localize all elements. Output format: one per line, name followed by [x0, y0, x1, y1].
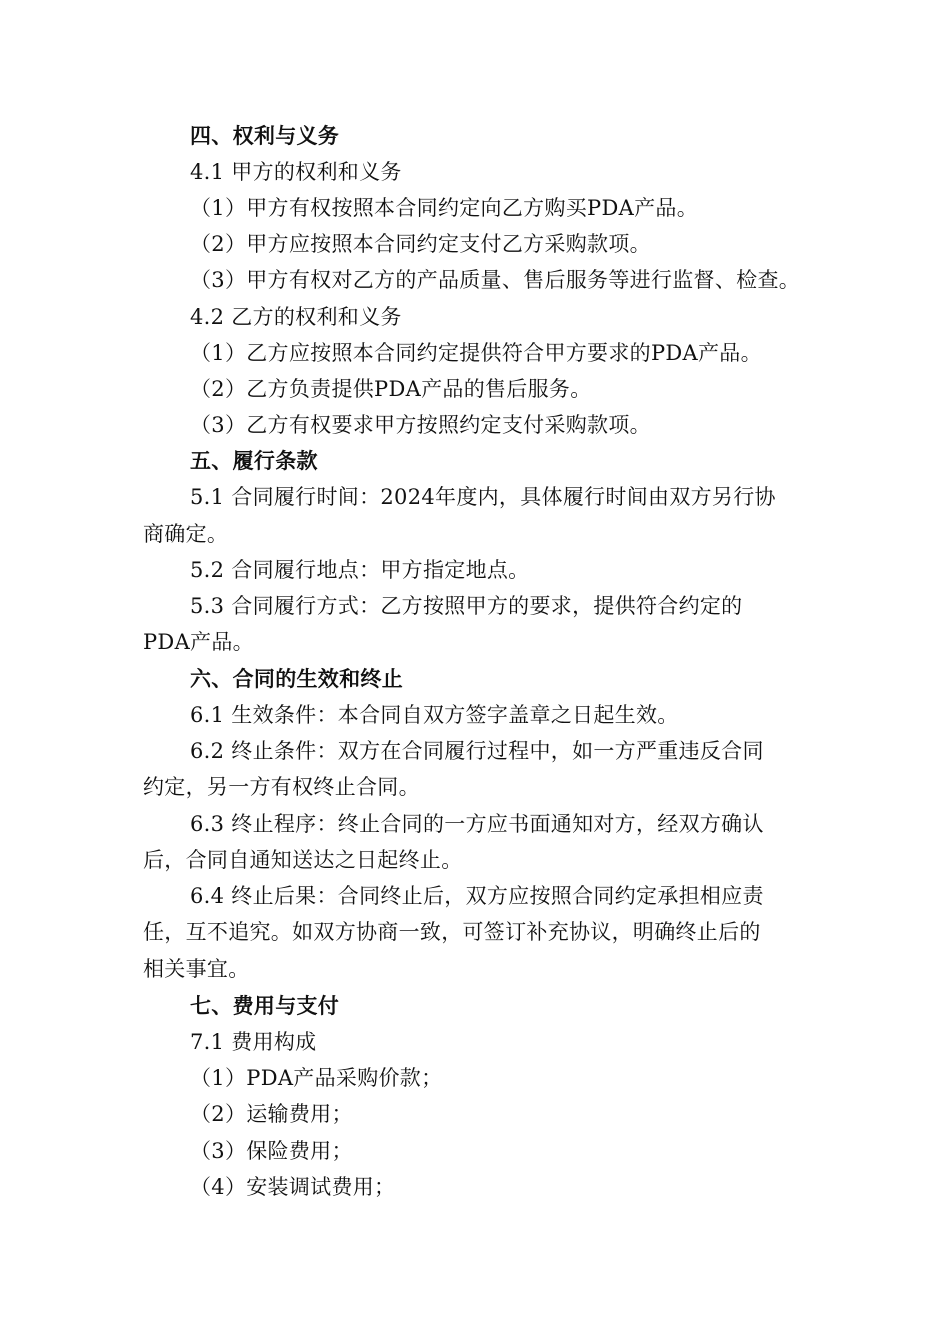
clause-6-4-cont: 相关事宜。: [143, 957, 250, 981]
clause-5-1: 5.1 合同履行时间：2024年度内，具体履行时间由双方另行协: [190, 485, 776, 509]
section-heading-6: 六、合同的生效和终止: [190, 667, 403, 691]
clause-7-1-item: （3）保险费用；: [190, 1139, 353, 1163]
clause-6-3: 6.3 终止程序：终止合同的一方应书面通知对方，经双方确认: [190, 812, 764, 836]
clause-5-1-cont: 商确定。: [143, 522, 229, 546]
clause-6-4: 6.4 终止后果：合同终止后，双方应按照合同约定承担相应责: [190, 884, 764, 908]
clause-7-1-item: （4）安装调试费用；: [190, 1175, 396, 1199]
clause-4-1-item: （2）甲方应按照本合同约定支付乙方采购款项。: [190, 232, 651, 256]
clause-4-2-item: （2）乙方负责提供PDA产品的售后服务。: [190, 377, 592, 401]
clause-6-1: 6.1 生效条件：本合同自双方签字盖章之日起生效。: [190, 703, 679, 727]
clause-6-3-cont: 后，合同自通知送达之日起终止。: [143, 848, 463, 872]
section-heading-5: 五、履行条款: [190, 449, 318, 473]
clause-6-2-cont: 约定，另一方有权终止合同。: [143, 775, 420, 799]
section-heading-4: 四、权利与义务: [190, 124, 340, 148]
clause-4-1-item: （1）甲方有权按照本合同约定向乙方购买PDA产品。: [190, 196, 698, 220]
clause-7-1-title: 7.1 费用构成: [190, 1030, 317, 1054]
clause-4-2-item: （1）乙方应按照本合同约定提供符合甲方要求的PDA产品。: [190, 341, 762, 365]
clause-7-1-item: （1）PDA产品采购价款；: [190, 1066, 443, 1090]
clause-4-2-item: （3）乙方有权要求甲方按照约定支付采购款项。: [190, 413, 651, 437]
clause-5-3: 5.3 合同履行方式：乙方按照甲方的要求，提供符合约定的: [190, 594, 743, 618]
clause-7-1-item: （2）运输费用；: [190, 1102, 353, 1126]
clause-6-4-cont: 任，互不追究。如双方协商一致，可签订补充协议，明确终止后的: [143, 920, 761, 944]
clause-4-1-title: 4.1 甲方的权利和义务: [190, 160, 402, 184]
clause-6-2: 6.2 终止条件：双方在合同履行过程中，如一方严重违反合同: [190, 739, 764, 763]
clause-4-1-item: （3）甲方有权对乙方的产品质量、售后服务等进行监督、检查。: [190, 268, 801, 292]
clause-4-2-title: 4.2 乙方的权利和义务: [190, 305, 402, 329]
section-heading-7: 七、费用与支付: [190, 994, 340, 1018]
clause-5-2: 5.2 合同履行地点：甲方指定地点。: [190, 558, 530, 582]
clause-5-3-cont: PDA产品。: [143, 630, 254, 654]
